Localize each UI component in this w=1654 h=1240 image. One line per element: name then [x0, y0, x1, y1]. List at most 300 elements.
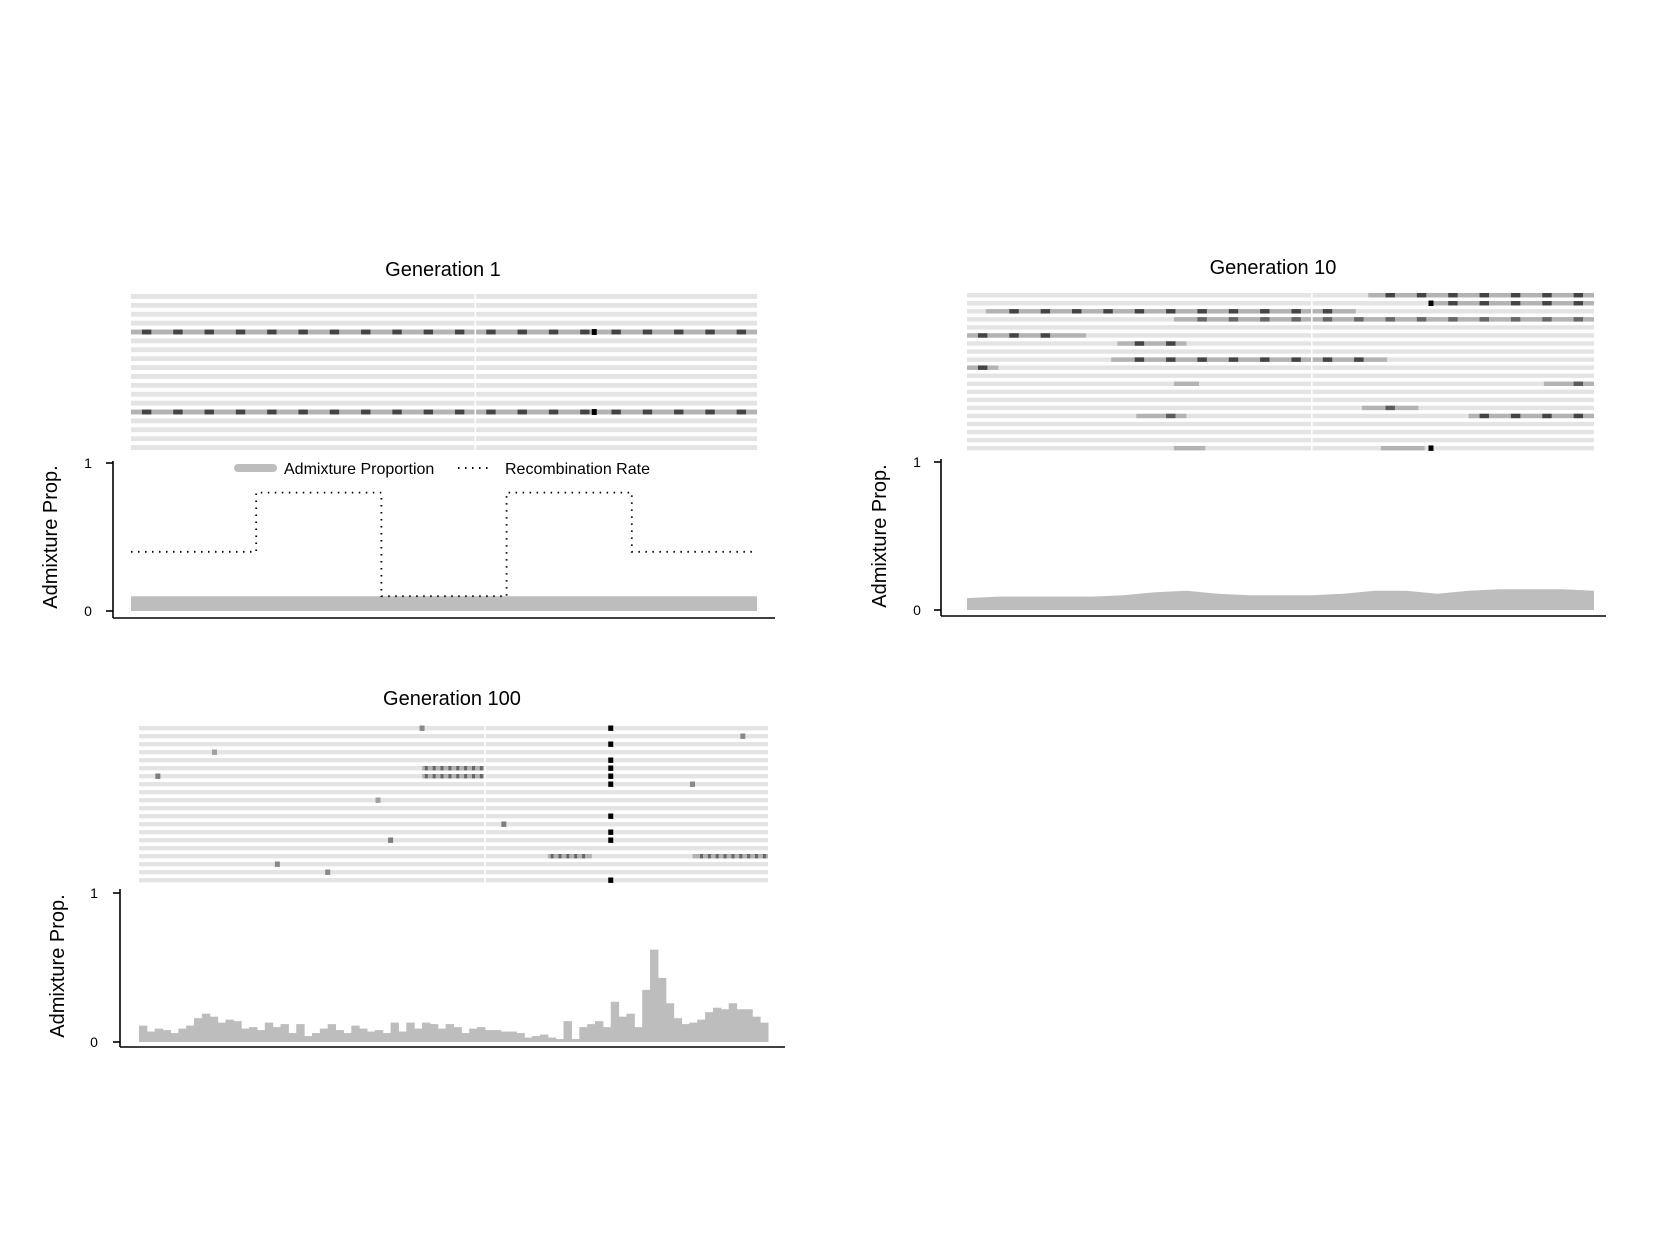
ancestry-marker — [1197, 317, 1206, 321]
haplotype-row — [967, 422, 1594, 426]
ancestry-marker — [1386, 293, 1395, 297]
haplotype-row — [967, 382, 1594, 386]
bar — [351, 1026, 359, 1042]
ancestry-marker — [1166, 414, 1175, 418]
bar — [658, 978, 666, 1042]
ancestry-marker — [480, 774, 483, 778]
ancestry-marker — [1229, 317, 1238, 321]
ancestry-marker — [1386, 406, 1395, 410]
ancestry-marker — [425, 774, 428, 778]
panel-title: Generation 100 — [383, 688, 521, 710]
ancestry-segment — [1381, 446, 1425, 450]
ancestry-marker — [361, 330, 370, 335]
legend-label-admixture: Admixture Proportion — [284, 461, 435, 478]
bar — [422, 1023, 430, 1042]
ancestry-marker — [298, 330, 307, 335]
locus-marker — [420, 726, 425, 731]
ancestry-marker — [424, 410, 433, 415]
ancestry-marker — [978, 365, 987, 369]
ancestry-marker — [472, 774, 475, 778]
ancestry-marker — [1511, 293, 1520, 297]
ancestry-marker — [549, 330, 558, 335]
haplotype-row — [131, 427, 757, 432]
ancestry-segment — [1136, 414, 1186, 418]
ancestry-marker — [1135, 341, 1144, 345]
locus-marker — [155, 774, 160, 779]
ancestry-marker — [1542, 414, 1551, 418]
haplotype-row — [139, 846, 768, 850]
ancestry-marker — [1323, 317, 1332, 321]
locus-marker — [690, 782, 695, 787]
bar — [493, 1030, 501, 1042]
bar — [281, 1024, 289, 1042]
ancestry-marker — [574, 854, 577, 858]
locus-marker — [608, 814, 613, 819]
bar — [461, 1033, 469, 1042]
locus-marker — [376, 798, 381, 803]
ancestry-segment — [1174, 382, 1199, 386]
ancestry-marker — [1480, 414, 1489, 418]
ancestry-segment — [422, 774, 485, 778]
ancestry-marker — [700, 854, 703, 858]
ancestry-marker — [518, 410, 527, 415]
bar — [477, 1027, 485, 1042]
ancestry-marker — [455, 330, 464, 335]
bar — [391, 1023, 399, 1042]
ancestry-marker — [424, 330, 433, 335]
ancestry-marker — [392, 410, 401, 415]
haplotype-row — [139, 878, 768, 882]
haplotype-row — [131, 321, 757, 326]
haplotype-row — [131, 418, 757, 423]
ancestry-marker — [1197, 309, 1206, 313]
haplotype-row — [967, 341, 1594, 345]
bar — [218, 1023, 226, 1042]
ancestry-marker — [674, 410, 683, 415]
locus-marker — [1428, 445, 1433, 450]
bar — [265, 1023, 273, 1042]
haplotype-row — [967, 398, 1594, 402]
ancestry-marker — [1448, 317, 1457, 321]
panel-title: Generation 10 — [1209, 257, 1337, 279]
bar — [233, 1021, 241, 1042]
ancestry-marker — [1354, 317, 1363, 321]
ancestry-marker — [142, 330, 151, 335]
ancestry-marker — [433, 766, 436, 770]
haplotype-row — [131, 312, 757, 317]
ancestry-marker — [1574, 301, 1583, 305]
haplotype-row — [139, 806, 768, 810]
ancestry-marker — [978, 333, 987, 337]
ancestry-marker — [518, 330, 527, 335]
bar — [579, 1027, 587, 1042]
y-tick-label: 0 — [90, 1034, 98, 1050]
ancestry-marker — [674, 330, 683, 335]
ancestry-marker — [330, 410, 339, 415]
bar — [540, 1035, 548, 1042]
ancestry-marker — [755, 854, 758, 858]
bar — [359, 1029, 367, 1042]
ancestry-marker — [1480, 293, 1489, 297]
ancestry-marker — [205, 410, 214, 415]
haplotype-row — [139, 750, 768, 754]
haplotype-row — [131, 436, 757, 441]
haplotype-row — [131, 294, 757, 299]
haplotype-row — [967, 349, 1594, 353]
ancestry-segment — [422, 766, 485, 770]
ancestry-marker — [448, 766, 451, 770]
ancestry-marker — [298, 410, 307, 415]
legend-label-recombination: Recombination Rate — [505, 461, 650, 478]
bar — [273, 1027, 281, 1042]
haplotype-row — [967, 446, 1594, 450]
ancestry-marker — [1574, 317, 1583, 321]
haplotype-row — [139, 814, 768, 818]
ancestry-marker — [267, 330, 276, 335]
series-admixture-proportion — [131, 596, 757, 611]
ancestry-marker — [236, 330, 245, 335]
locus-marker — [608, 742, 613, 747]
bar — [383, 1033, 391, 1042]
ancestry-marker — [643, 330, 652, 335]
ancestry-marker — [1386, 317, 1395, 321]
y-tick-label: 1 — [84, 455, 92, 471]
ancestry-marker — [1041, 333, 1050, 337]
bar — [752, 1017, 760, 1042]
bar — [328, 1024, 336, 1042]
haplotype-row — [131, 392, 757, 397]
ancestry-marker — [1197, 357, 1206, 361]
ancestry-marker — [464, 766, 467, 770]
ancestry-marker — [1291, 309, 1300, 313]
ancestry-marker — [361, 410, 370, 415]
ancestry-marker — [705, 410, 714, 415]
ancestry-marker — [1166, 341, 1175, 345]
ancestry-marker — [558, 854, 561, 858]
haplotype-row — [139, 862, 768, 866]
bar — [682, 1024, 690, 1042]
ancestry-marker — [1417, 293, 1426, 297]
haplotype-row — [131, 401, 757, 406]
ancestry-marker — [1542, 317, 1551, 321]
locus-marker — [608, 838, 613, 843]
bar — [304, 1036, 312, 1042]
haplotype-row — [967, 390, 1594, 394]
ancestry-marker — [747, 854, 750, 858]
haplotype-row — [139, 734, 768, 738]
locus-marker — [608, 726, 613, 731]
bar — [312, 1033, 320, 1042]
locus-marker — [592, 329, 597, 335]
ancestry-marker — [1511, 317, 1520, 321]
ancestry-marker — [1417, 317, 1426, 321]
ancestry-marker — [1041, 309, 1050, 313]
haplotype-row — [131, 356, 757, 361]
haplotype-row — [131, 374, 757, 379]
ancestry-marker — [1574, 382, 1583, 386]
haplotype-row — [131, 347, 757, 352]
ancestry-marker — [1009, 309, 1018, 313]
ancestry-marker — [472, 766, 475, 770]
bar — [556, 1039, 564, 1042]
haplotype-row — [131, 303, 757, 308]
ancestry-segment — [131, 410, 757, 415]
bar — [760, 1023, 768, 1042]
locus-marker — [275, 862, 280, 867]
ancestry-marker — [1323, 309, 1332, 313]
bar — [595, 1021, 603, 1042]
ancestry-marker — [724, 854, 727, 858]
bar — [634, 1027, 642, 1042]
ancestry-marker — [486, 330, 495, 335]
ancestry-marker — [739, 854, 742, 858]
haplotype-row — [139, 726, 768, 730]
ancestry-segment — [1174, 446, 1205, 450]
ancestry-segment — [548, 854, 592, 858]
ancestry-marker — [1166, 309, 1175, 313]
ancestry-marker — [1574, 293, 1583, 297]
panel-title: Generation 1 — [385, 259, 501, 281]
locus-marker — [1428, 301, 1433, 306]
bar — [257, 1030, 265, 1042]
ancestry-marker — [1511, 301, 1520, 305]
ancestry-marker — [1480, 317, 1489, 321]
haplotype-grid — [967, 293, 1594, 454]
ancestry-segment — [1544, 382, 1594, 386]
ancestry-marker — [1574, 414, 1583, 418]
ancestry-marker — [731, 854, 734, 858]
ancestry-marker — [425, 766, 428, 770]
bar — [241, 1029, 249, 1042]
ancestry-marker — [173, 410, 182, 415]
y-axis-label: Admixture Prop. — [869, 464, 891, 608]
bar — [446, 1024, 454, 1042]
bar — [571, 1039, 579, 1042]
bar — [186, 1026, 194, 1042]
ancestry-marker — [549, 410, 558, 415]
haplotype-row — [139, 822, 768, 826]
ancestry-marker — [551, 854, 554, 858]
ancestry-marker — [1542, 301, 1551, 305]
ancestry-marker — [611, 330, 620, 335]
ancestry-marker — [1354, 357, 1363, 361]
ancestry-marker — [763, 854, 766, 858]
ancestry-marker — [480, 766, 483, 770]
ancestry-marker — [1166, 357, 1175, 361]
ancestry-marker — [1480, 301, 1489, 305]
ancestry-marker — [433, 774, 436, 778]
bar — [603, 1027, 611, 1042]
bar — [343, 1033, 351, 1042]
locus-marker — [592, 409, 597, 415]
ancestry-marker — [705, 330, 714, 335]
bar — [320, 1029, 328, 1042]
haplotype-row — [131, 365, 757, 370]
bar — [666, 1003, 674, 1042]
ancestry-marker — [566, 854, 569, 858]
y-tick-label: 0 — [913, 602, 921, 618]
ancestry-segment — [1117, 341, 1186, 345]
bar — [650, 950, 658, 1042]
haplotype-row — [131, 383, 757, 388]
ancestry-marker — [1135, 309, 1144, 313]
bar — [430, 1024, 438, 1042]
ancestry-marker — [448, 774, 451, 778]
y-tick-label: 1 — [913, 454, 921, 470]
locus-marker — [501, 822, 506, 827]
ancestry-marker — [1103, 309, 1112, 313]
bar — [689, 1023, 697, 1042]
bar — [170, 1033, 178, 1042]
ancestry-marker — [456, 766, 459, 770]
haplotype-row — [967, 430, 1594, 434]
bar — [705, 1012, 713, 1042]
ancestry-segment — [131, 330, 757, 335]
ancestry-marker — [464, 774, 467, 778]
bar — [202, 1014, 210, 1042]
bar — [336, 1030, 344, 1042]
bar — [147, 1032, 155, 1042]
haplotype-row — [139, 870, 768, 874]
haplotype-row — [967, 325, 1594, 329]
bar — [729, 1003, 737, 1042]
y-tick-label: 1 — [90, 885, 98, 901]
bar — [469, 1029, 477, 1042]
bar — [414, 1029, 422, 1042]
y-axis-label: Admixture Prop. — [40, 465, 62, 609]
ancestry-marker — [392, 330, 401, 335]
ancestry-marker — [236, 410, 245, 415]
bar — [674, 1018, 682, 1042]
bar — [737, 1009, 745, 1042]
ancestry-marker — [1135, 357, 1144, 361]
haplotype-row — [139, 854, 768, 858]
ancestry-marker — [441, 774, 444, 778]
ancestry-marker — [1229, 357, 1238, 361]
ancestry-marker — [582, 854, 585, 858]
y-axis-label: Admixture Prop. — [47, 894, 69, 1038]
ancestry-marker — [1448, 301, 1457, 305]
bar — [210, 1017, 218, 1042]
haplotype-row — [967, 406, 1594, 410]
locus-marker — [388, 838, 393, 843]
haplotype-row — [139, 758, 768, 762]
bar — [406, 1023, 414, 1042]
haplotype-row — [139, 742, 768, 746]
ancestry-marker — [1072, 309, 1081, 313]
bar — [524, 1038, 532, 1042]
bar — [288, 1033, 296, 1042]
bar — [438, 1029, 446, 1042]
locus-marker — [608, 774, 613, 779]
locus-marker — [608, 782, 613, 787]
haplotype-row — [967, 438, 1594, 442]
bar — [611, 1002, 619, 1042]
bar — [721, 1009, 729, 1042]
bar — [501, 1032, 509, 1042]
haplotype-row — [139, 798, 768, 802]
haplotype-row — [131, 338, 757, 343]
locus-marker — [608, 878, 613, 883]
ancestry-marker — [1291, 357, 1300, 361]
bar — [626, 1014, 634, 1042]
bar — [225, 1020, 233, 1042]
haplotype-row — [139, 838, 768, 842]
locus-marker — [608, 830, 613, 835]
bar — [367, 1032, 375, 1042]
ancestry-marker — [643, 410, 652, 415]
bar — [155, 1029, 163, 1042]
ancestry-marker — [456, 774, 459, 778]
bar — [375, 1030, 383, 1042]
ancestry-marker — [1291, 317, 1300, 321]
ancestry-marker — [173, 330, 182, 335]
haplotype-row — [139, 790, 768, 794]
ancestry-marker — [441, 766, 444, 770]
bar — [713, 1008, 721, 1042]
ancestry-marker — [1542, 293, 1551, 297]
y-tick-label: 0 — [84, 603, 92, 619]
ancestry-marker — [611, 410, 620, 415]
haplotype-row — [139, 782, 768, 786]
ancestry-marker — [267, 410, 276, 415]
ancestry-marker — [205, 330, 214, 335]
ancestry-segment — [1111, 357, 1387, 361]
haplotype-row — [967, 374, 1594, 378]
ancestry-marker — [455, 410, 464, 415]
ancestry-marker — [580, 410, 589, 415]
ancestry-marker — [708, 854, 711, 858]
haplotype-row — [139, 830, 768, 834]
bar — [398, 1032, 406, 1042]
bar — [697, 1020, 705, 1042]
bar — [619, 1017, 627, 1042]
ancestry-marker — [1229, 309, 1238, 313]
bar — [485, 1030, 493, 1042]
bar — [642, 990, 650, 1042]
bar — [454, 1027, 462, 1042]
ancestry-marker — [1260, 317, 1269, 321]
ancestry-marker — [580, 330, 589, 335]
bar — [509, 1032, 517, 1042]
bar — [139, 1026, 147, 1042]
ancestry-marker — [1448, 293, 1457, 297]
bar — [564, 1021, 572, 1042]
bar — [163, 1030, 171, 1042]
locus-marker — [212, 750, 217, 755]
ancestry-marker — [1260, 357, 1269, 361]
bar — [548, 1038, 556, 1042]
bar — [516, 1033, 524, 1042]
ancestry-marker — [486, 410, 495, 415]
bar — [194, 1018, 202, 1042]
haplotype-row — [131, 445, 757, 450]
bar — [532, 1036, 540, 1042]
locus-marker — [325, 870, 330, 875]
ancestry-marker — [716, 854, 719, 858]
bar — [296, 1024, 304, 1042]
ancestry-marker — [737, 330, 746, 335]
bar — [587, 1024, 595, 1042]
bar — [178, 1029, 186, 1042]
ancestry-marker — [1260, 309, 1269, 313]
locus-marker — [608, 766, 613, 771]
ancestry-marker — [142, 410, 151, 415]
locus-marker — [740, 734, 745, 739]
ancestry-marker — [330, 330, 339, 335]
haplotype-row — [967, 365, 1594, 369]
locus-marker — [608, 758, 613, 763]
